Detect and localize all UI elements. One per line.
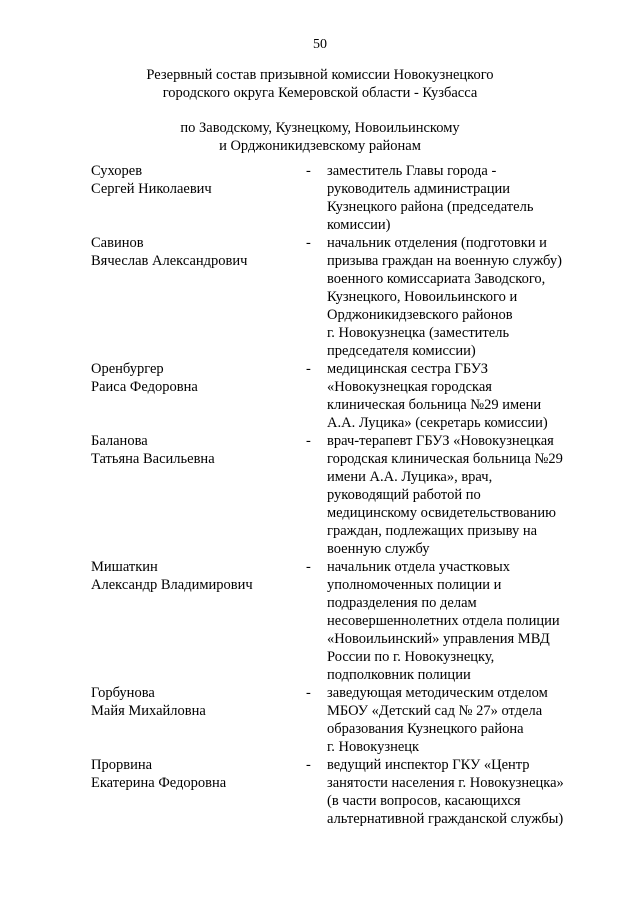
member-position-line: подполковник полиции xyxy=(327,667,471,683)
member-dash: - xyxy=(306,433,311,449)
page-number: 50 xyxy=(313,37,327,52)
member-position-line: (в части вопросов, касающихся xyxy=(327,793,521,809)
member-dash: - xyxy=(306,163,311,179)
member-name-line: Татьяна Васильевна xyxy=(91,451,215,467)
member-name-line: Екатерина Федоровна xyxy=(91,775,227,791)
member-dash: - xyxy=(306,685,311,701)
member-position-line: руководитель администрации xyxy=(327,181,511,197)
member-position-line: г. Новокузнецка (заместитель xyxy=(327,325,510,341)
member-position-line: медицинская сестра ГБУЗ xyxy=(327,361,489,377)
member-position-line: клиническая больница №29 имени xyxy=(327,397,542,413)
member-position-line: несовершеннолетних отдела полиции xyxy=(327,613,560,629)
member-position-line: «Новоильинский» управления МВД xyxy=(327,631,550,647)
member-position xyxy=(327,432,587,558)
document-subtitle xyxy=(0,119,640,155)
member-entry xyxy=(0,558,640,684)
member-position-line: А.А. Луцика» (секретарь комиссии) xyxy=(327,415,548,431)
member-entry xyxy=(0,360,640,432)
member-position-line: военного комиссариата Заводского, xyxy=(327,271,546,287)
member-position-line: уполномоченных полиции и xyxy=(327,577,502,593)
member-position-line: военную службу xyxy=(327,541,430,557)
member-position-line: медицинскому освидетельствованию xyxy=(327,505,556,521)
member-entry xyxy=(0,234,640,360)
subtitle-line: по Заводскому, Кузнецкому, Новоильинскому xyxy=(180,120,460,136)
member-position xyxy=(327,234,587,360)
member-name-line: Сухорев xyxy=(91,163,143,179)
member-position-line: председателя комиссии) xyxy=(327,343,476,359)
member-name-line: Баланова xyxy=(91,433,148,449)
member-position-line: граждан, подлежащих призыву на xyxy=(327,523,538,539)
member-position-line: подразделения по делам xyxy=(327,595,477,611)
member-position-line: врач-терапевт ГБУЗ «Новокузнецкая xyxy=(327,433,554,449)
member-position-line: заместитель Главы города - xyxy=(327,163,497,179)
member-dash: - xyxy=(306,361,311,377)
member-position-line: городская клиническая больница №29 xyxy=(327,451,563,467)
member-position xyxy=(327,756,587,828)
member-position xyxy=(327,162,587,234)
member-position-line: образования Кузнецкого района xyxy=(327,721,524,737)
member-dash: - xyxy=(306,757,311,773)
member-entry xyxy=(0,432,640,558)
member-name-line: Раиса Федоровна xyxy=(91,379,198,395)
member-name xyxy=(91,234,301,270)
member-position-line: занятости населения г. Новокузнецка» xyxy=(327,775,564,791)
member-entry xyxy=(0,162,640,234)
title-line: городского округа Кемеровской области - Кузбасса xyxy=(162,85,478,101)
member-position-line: имени А.А. Луцика», врач, xyxy=(327,469,493,485)
member-name-line: Мишаткин xyxy=(91,559,158,575)
member-position-line: ведущий инспектор ГКУ «Центр xyxy=(327,757,530,773)
member-position-line: Кузнецкого района (председатель xyxy=(327,199,534,215)
member-name xyxy=(91,432,301,468)
member-position-line: Кузнецкого, Новоильинского и xyxy=(327,289,518,305)
member-dash: - xyxy=(306,559,311,575)
member-name xyxy=(91,360,301,396)
document-title xyxy=(0,66,640,102)
member-name xyxy=(91,756,301,792)
member-position-line: МБОУ «Детский сад № 27» отдела xyxy=(327,703,543,719)
member-name-line: Сергей Николаевич xyxy=(91,181,212,197)
member-name xyxy=(91,558,301,594)
member-position-line: комиссии) xyxy=(327,217,391,233)
member-position xyxy=(327,558,587,684)
subtitle-line: и Орджоникидзевскому районам xyxy=(219,138,421,154)
members-list xyxy=(0,162,640,828)
member-name-line: Вячеслав Александрович xyxy=(91,253,248,269)
member-position-line: руководящий работой по xyxy=(327,487,481,503)
member-position-line: «Новокузнецкая городская xyxy=(327,379,492,395)
member-position xyxy=(327,684,587,756)
member-position-line: начальник отделения (подготовки и xyxy=(327,235,547,251)
member-position-line: Орджоникидзевского районов xyxy=(327,307,513,323)
member-position xyxy=(327,360,587,432)
member-name xyxy=(91,684,301,720)
title-line: Резервный состав призывной комиссии Новокузнецкого xyxy=(146,67,494,83)
member-name-line: Майя Михайловна xyxy=(91,703,206,719)
member-entry xyxy=(0,756,640,828)
member-position-line: начальник отдела участковых xyxy=(327,559,510,575)
member-position-line: альтернативной гражданской службы) xyxy=(327,811,564,827)
member-position-line: г. Новокузнецк xyxy=(327,739,420,755)
member-entry xyxy=(0,684,640,756)
member-position-line: заведующая методическим отделом xyxy=(327,685,548,701)
member-position-line: призыва граждан на военную службу) xyxy=(327,253,562,269)
member-name-line: Прорвина xyxy=(91,757,153,773)
member-name xyxy=(91,162,301,198)
member-name-line: Александр Владимирович xyxy=(91,577,253,593)
member-name-line: Горбунова xyxy=(91,685,155,701)
member-name-line: Савинов xyxy=(91,235,144,251)
member-name-line: Оренбургер xyxy=(91,361,164,377)
member-dash: - xyxy=(306,235,311,251)
member-position-line: России по г. Новокузнецку, xyxy=(327,649,495,665)
